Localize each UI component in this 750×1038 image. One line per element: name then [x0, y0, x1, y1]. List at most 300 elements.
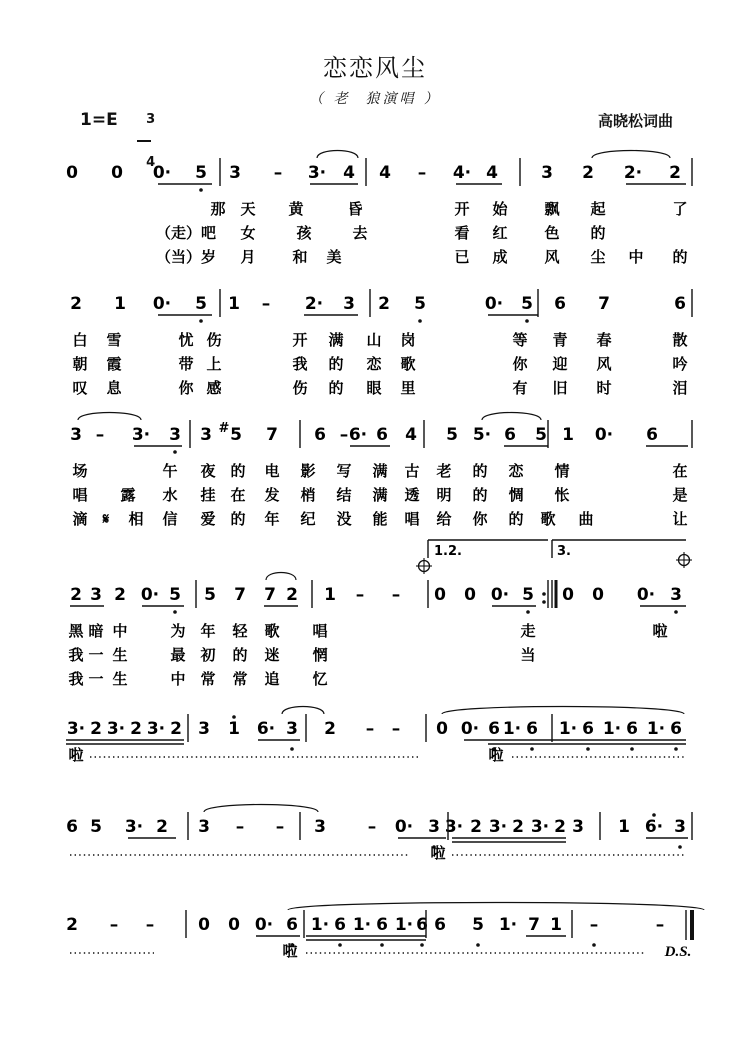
note: 6 [626, 719, 638, 739]
dash-note: – [275, 817, 285, 837]
lyric-syllable: 始 [492, 200, 508, 218]
lyric-syllable: 的 [230, 510, 246, 528]
lyric-syllable: 影 [300, 462, 316, 480]
note: 2 [130, 719, 142, 739]
note: 2 [512, 817, 524, 837]
lyric-syllable: 月 [240, 248, 256, 266]
lyric-syllable: 走 [520, 622, 536, 640]
note: 7 [266, 425, 278, 445]
low-octave-dot [420, 943, 424, 947]
low-octave-dot [338, 943, 342, 947]
note: 5 [230, 425, 242, 445]
note: 6 [488, 719, 500, 739]
lyric-syllable: 迎 [552, 355, 568, 373]
lyric-syllable: 那 [210, 200, 226, 218]
lyric-syllable: 有 [512, 379, 528, 397]
lyric-syllable: 梢 [300, 486, 316, 504]
lyric-syllable: 中 [170, 670, 186, 688]
tie-slur [282, 707, 324, 715]
lyric-syllable: 生 [112, 670, 128, 688]
note: 6 [526, 719, 538, 739]
dash-note: – [417, 163, 427, 183]
lyric-syllable: 伤 [206, 331, 222, 349]
note: 6 [66, 817, 78, 837]
dash-note: – [367, 817, 377, 837]
note: 0 [436, 719, 448, 739]
lyric-syllable: 满 [372, 486, 388, 504]
note: 3 [70, 425, 82, 445]
lyric-syllable: 最 [170, 646, 186, 664]
lyric-syllable: 泪 [672, 379, 688, 397]
repeat-dot [542, 592, 546, 596]
note: 5 [195, 294, 207, 314]
note: 5 [522, 585, 534, 605]
repeat-dot [542, 600, 546, 604]
lyric-syllable: 透 [404, 486, 420, 504]
lyric-syllable: 开 [454, 200, 470, 218]
note: 6 [504, 425, 516, 445]
note: 3 [169, 425, 181, 445]
note: 1 [562, 425, 574, 445]
lyric-syllable: 𝄋 [102, 510, 110, 528]
note: 1· [498, 915, 518, 935]
sharp-accidental: # [218, 421, 230, 436]
low-octave-dot [476, 943, 480, 947]
lyric-syllable: 带 [178, 355, 194, 373]
note: 0· [490, 585, 510, 605]
key-signature: 1=E [80, 110, 118, 130]
lyric-syllable: 迷 [264, 646, 280, 664]
lyric-syllable: 当 [520, 646, 536, 664]
lyric-syllable: 的 [230, 462, 246, 480]
note: 2 [90, 719, 102, 739]
lyric-syllable: 我 [292, 355, 308, 373]
lyric-syllable: 青 [552, 331, 568, 349]
lyric-syllable: 滴 [72, 510, 88, 528]
lyric-syllable: 霞 [106, 355, 122, 373]
lyric-syllable: 一 [88, 646, 104, 664]
lyric-syllable: 和 [292, 248, 308, 266]
time-signature-bottom: 4 [146, 155, 156, 170]
lyric-syllable: 歌 [264, 622, 280, 640]
dash-note: – [95, 425, 105, 445]
note: 5 [195, 163, 207, 183]
note: 1 [228, 719, 240, 739]
dash-note: – [109, 915, 119, 935]
lyric-syllable: 初 [200, 646, 216, 664]
note: 1· [602, 719, 622, 739]
tie-slur [482, 413, 541, 421]
note: 4 [343, 163, 355, 183]
lyric-syllable: 夜 [200, 462, 216, 480]
dash-note: – [391, 719, 401, 739]
lyric-syllable: 古 [404, 462, 420, 480]
note: 0 [198, 915, 210, 935]
lyric-syllable: 尘 [590, 248, 606, 266]
note: 6· [348, 425, 368, 445]
dash-note: – [355, 585, 365, 605]
lyric-syllable: 在 [230, 486, 246, 504]
lyric-syllable: 轻 [232, 622, 248, 640]
note: 0· [254, 915, 274, 935]
note: 3· [146, 719, 166, 739]
note: 3· [131, 425, 151, 445]
note: 6 [554, 294, 566, 314]
lyric-syllable: 感 [206, 379, 222, 397]
lyric-syllable: 怅 [554, 486, 570, 504]
vocalise-la: 啦 [68, 746, 84, 764]
note: 6 [376, 425, 388, 445]
lyric-syllable: 去 [352, 224, 368, 242]
note: 0· [140, 585, 160, 605]
note: 3· [66, 719, 86, 739]
note: 4· [452, 163, 472, 183]
note: 3 [198, 817, 210, 837]
ending-3-label: 3. [557, 544, 571, 559]
lyric-syllable: 午 [162, 462, 178, 480]
time-signature-top: 3 [146, 112, 156, 127]
lyric-syllable: 让 [672, 510, 688, 528]
singer-credit: （ 老 狼演唱 ） [309, 91, 441, 107]
note: 0 [66, 163, 78, 183]
lyric-syllable: 中 [628, 248, 644, 266]
note: 0 [228, 915, 240, 935]
lyric-syllable: 黑 [68, 622, 84, 640]
dal-segno-marking: D.S. [664, 944, 692, 960]
note: 3 [674, 817, 686, 837]
lyric-syllable: 满 [372, 462, 388, 480]
lyric-syllable: 美 [326, 248, 342, 266]
lyric-syllable: 唱 [404, 510, 420, 528]
lyric-syllable: 的 [508, 510, 524, 528]
note: 5 [535, 425, 547, 445]
low-octave-dot [586, 747, 590, 751]
lyric-syllable: 曲 [578, 510, 594, 528]
high-octave-dot [232, 715, 236, 719]
lyric-syllable: 写 [336, 462, 352, 480]
lyric-syllable: 年 [264, 510, 280, 528]
tie-slur [442, 707, 684, 715]
note: 7 [528, 915, 540, 935]
tie-slur [78, 413, 141, 421]
note: 0 [111, 163, 123, 183]
note: 3· [488, 817, 508, 837]
lyric-syllable: 水 [162, 486, 178, 504]
lyric-syllable: 眼 [366, 379, 382, 397]
note: 1· [502, 719, 522, 739]
lyric-syllable: 春 [596, 331, 612, 349]
note: 3 [286, 719, 298, 739]
note: 3 [670, 585, 682, 605]
lyric-syllable: 场 [72, 462, 88, 480]
lyric-syllable: 红 [492, 224, 508, 242]
vocalise-la: 啦 [282, 942, 298, 960]
note: 6 [670, 719, 682, 739]
dash-note: – [655, 915, 665, 935]
lyric-syllable: 为 [170, 622, 186, 640]
lyric-syllable: 的 [328, 355, 344, 373]
note: 3 [343, 294, 355, 314]
low-octave-dot [530, 747, 534, 751]
note: 1· [310, 915, 330, 935]
lyric-syllable: 的 [472, 462, 488, 480]
note: 2 [286, 585, 298, 605]
note: 6 [582, 719, 594, 739]
low-octave-dot [199, 188, 203, 192]
lyric-syllable: 年 [200, 622, 216, 640]
note: 2 [554, 817, 566, 837]
lyric-syllable: 旧 [552, 379, 568, 397]
lyric-syllable: 风 [596, 355, 612, 373]
note: 2 [669, 163, 681, 183]
lyric-syllable: 的 [672, 248, 688, 266]
note: 2 [470, 817, 482, 837]
note: 3 [200, 425, 212, 445]
note: 2 [582, 163, 594, 183]
lyric-syllable: 叹 [72, 379, 88, 397]
lyric-syllable: 中 [112, 622, 128, 640]
note: 1· [352, 915, 372, 935]
lyric-syllable: 风 [544, 248, 560, 266]
lyric-syllable: 结 [336, 486, 352, 504]
dash-note: – [261, 294, 271, 314]
lyric-syllable: 生 [112, 646, 128, 664]
note: 1 [550, 915, 562, 935]
low-octave-dot [678, 845, 682, 849]
low-octave-dot [674, 610, 678, 614]
lyric-syllable: 的 [232, 646, 248, 664]
note: 3 [314, 817, 326, 837]
note: 5· [472, 425, 492, 445]
note: 0 [464, 585, 476, 605]
note: 4 [486, 163, 498, 183]
low-octave-dot [674, 747, 678, 751]
lyric-syllable: （走）吧 [155, 224, 217, 242]
low-octave-dot [173, 450, 177, 454]
lyric-syllable: 常 [200, 670, 216, 688]
lyric-syllable: 雪 [106, 331, 122, 349]
note: 3 [541, 163, 553, 183]
dash-note: – [365, 719, 375, 739]
note: 3 [428, 817, 440, 837]
ending-1-2-label: 1.2. [434, 544, 462, 559]
note: 6 [416, 915, 428, 935]
lyric-syllable: 起 [590, 200, 606, 218]
note: 7 [264, 585, 276, 605]
note: 6 [286, 915, 298, 935]
note: 0 [592, 585, 604, 605]
lyric-syllable: 山 [366, 331, 382, 349]
lyric-syllable: 信 [162, 510, 178, 528]
dash-note: – [235, 817, 245, 837]
note: 6 [434, 915, 446, 935]
lyric-syllable: 孩 [296, 224, 312, 242]
lyric-syllable: 上 [206, 355, 222, 373]
lyric-syllable: 的 [472, 486, 488, 504]
note: 6· [256, 719, 276, 739]
vocalise-la: 啦 [488, 746, 504, 764]
low-octave-dot [380, 943, 384, 947]
song-title: 恋恋风尘 [323, 54, 427, 82]
low-octave-dot [199, 319, 203, 323]
lyric-syllable: 惘 [312, 646, 328, 664]
lyric-syllable: 暗 [88, 622, 104, 640]
lyric-syllable: 一 [88, 670, 104, 688]
lyric-syllable: 已 [454, 248, 470, 266]
lyric-syllable: 散 [672, 331, 688, 349]
lyric-syllable: 明 [436, 486, 452, 504]
lyric-syllable: 情 [554, 462, 570, 480]
dash-note: – [273, 163, 283, 183]
lyric-syllable: （当）岁 [155, 248, 217, 266]
lyric-syllable: 里 [400, 379, 416, 397]
lyric-syllable: 伤 [292, 379, 308, 397]
dash-note: – [145, 915, 155, 935]
lyric-syllable: 歌 [400, 355, 416, 373]
dash-note: – [391, 585, 401, 605]
low-octave-dot [526, 610, 530, 614]
note: 5 [521, 294, 533, 314]
note: 0· [152, 294, 172, 314]
lyric-syllable: 你 [512, 355, 528, 373]
lyric-syllable: 飘 [544, 200, 560, 218]
lyric-syllable: 电 [264, 462, 280, 480]
lyric-syllable: 的 [590, 224, 606, 242]
tie-slur [317, 151, 358, 159]
note: 0· [484, 294, 504, 314]
lyric-syllable: 成 [492, 248, 508, 266]
lyric-syllable: 常 [232, 670, 248, 688]
tie-slur [592, 151, 670, 159]
note: 0 [434, 585, 446, 605]
lyric-syllable: 我 [68, 646, 84, 664]
note: 6 [646, 425, 658, 445]
note: 1· [394, 915, 414, 935]
low-octave-dot [592, 943, 596, 947]
lyric-syllable: 等 [512, 331, 528, 349]
note: 2 [70, 585, 82, 605]
note: 5 [90, 817, 102, 837]
note: 1 [324, 585, 336, 605]
note: 2 [66, 915, 78, 935]
note: 6· [644, 817, 664, 837]
lyric-syllable: 女 [240, 224, 256, 242]
note: 6 [334, 915, 346, 935]
dash-note: – [339, 425, 349, 445]
note: 5 [414, 294, 426, 314]
note: 7 [234, 585, 246, 605]
lyric-syllable: 的 [328, 379, 344, 397]
lyric-syllable: 朝 [72, 355, 88, 373]
lyric-syllable: 恋 [508, 462, 524, 480]
note: 1· [558, 719, 578, 739]
note: 4 [405, 425, 417, 445]
lyric-syllable: 没 [336, 510, 352, 528]
note: 2· [623, 163, 643, 183]
note: 0· [152, 163, 172, 183]
lyric-syllable: 看 [454, 224, 470, 242]
lyric-syllable: 昏 [347, 200, 363, 218]
lyric-syllable: 天 [240, 200, 256, 218]
note: 3· [444, 817, 464, 837]
note: 5 [446, 425, 458, 445]
low-octave-dot [525, 319, 529, 323]
note: 3· [106, 719, 126, 739]
vocalise-la: 啦 [430, 844, 446, 862]
note: 2 [156, 817, 168, 837]
lyric-syllable: 满 [328, 331, 344, 349]
note: 2 [70, 294, 82, 314]
lyric-syllable: 是 [672, 486, 688, 504]
tie-slur [266, 573, 296, 581]
note: 3 [90, 585, 102, 605]
tie-slur [288, 903, 704, 911]
lyric-syllable: 爱 [200, 510, 216, 528]
lyric-syllable: 我 [68, 670, 84, 688]
note: 2 [170, 719, 182, 739]
note: 3 [572, 817, 584, 837]
note: 1· [646, 719, 666, 739]
lyric-syllable: 时 [596, 379, 612, 397]
lyric-syllable: 露 [120, 486, 136, 504]
note: 5 [472, 915, 484, 935]
note: 2 [324, 719, 336, 739]
low-octave-dot [630, 747, 634, 751]
note: 3· [307, 163, 327, 183]
note: 2 [378, 294, 390, 314]
note: 7 [598, 294, 610, 314]
note: 3· [124, 817, 144, 837]
lyric-syllable: 挂 [200, 486, 216, 504]
low-octave-dot [173, 610, 177, 614]
note: 3· [530, 817, 550, 837]
lyric-syllable: 黄 [288, 200, 304, 218]
note: 4 [379, 163, 391, 183]
low-octave-dot [290, 747, 294, 751]
lyric-syllable: 发 [264, 486, 280, 504]
lyric-syllable: 惆 [508, 486, 524, 504]
lyric-syllable: 能 [372, 510, 388, 528]
lyric-syllable: 吟 [672, 355, 688, 373]
lyric-syllable: 恋 [366, 355, 382, 373]
note: 0· [394, 817, 414, 837]
note: 5 [169, 585, 181, 605]
note: 0· [460, 719, 480, 739]
note: 3 [198, 719, 210, 739]
lyric-syllable: 唱 [312, 622, 328, 640]
lyric-syllable: 白 [72, 331, 88, 349]
lyric-syllable: 纪 [300, 510, 316, 528]
lyric-syllable: 唱 [72, 486, 88, 504]
note: 2· [304, 294, 324, 314]
lyric-syllable: 息 [106, 379, 122, 397]
lyric-syllable: 老 [436, 462, 452, 480]
high-octave-dot [652, 813, 656, 817]
lyric-syllable: 色 [544, 224, 560, 242]
note: 1 [618, 817, 630, 837]
note: 0 [562, 585, 574, 605]
note: 1 [114, 294, 126, 314]
dash-note: – [589, 915, 599, 935]
lyric-syllable: 啦 [652, 622, 668, 640]
composer-credit: 高晓松词曲 [598, 112, 674, 130]
lyric-syllable: 在 [672, 462, 688, 480]
lyric-syllable: 追 [264, 670, 280, 688]
note: 5 [204, 585, 216, 605]
lyric-syllable: 你 [472, 510, 488, 528]
lyric-syllable: 相 [128, 510, 144, 528]
note: 0· [636, 585, 656, 605]
